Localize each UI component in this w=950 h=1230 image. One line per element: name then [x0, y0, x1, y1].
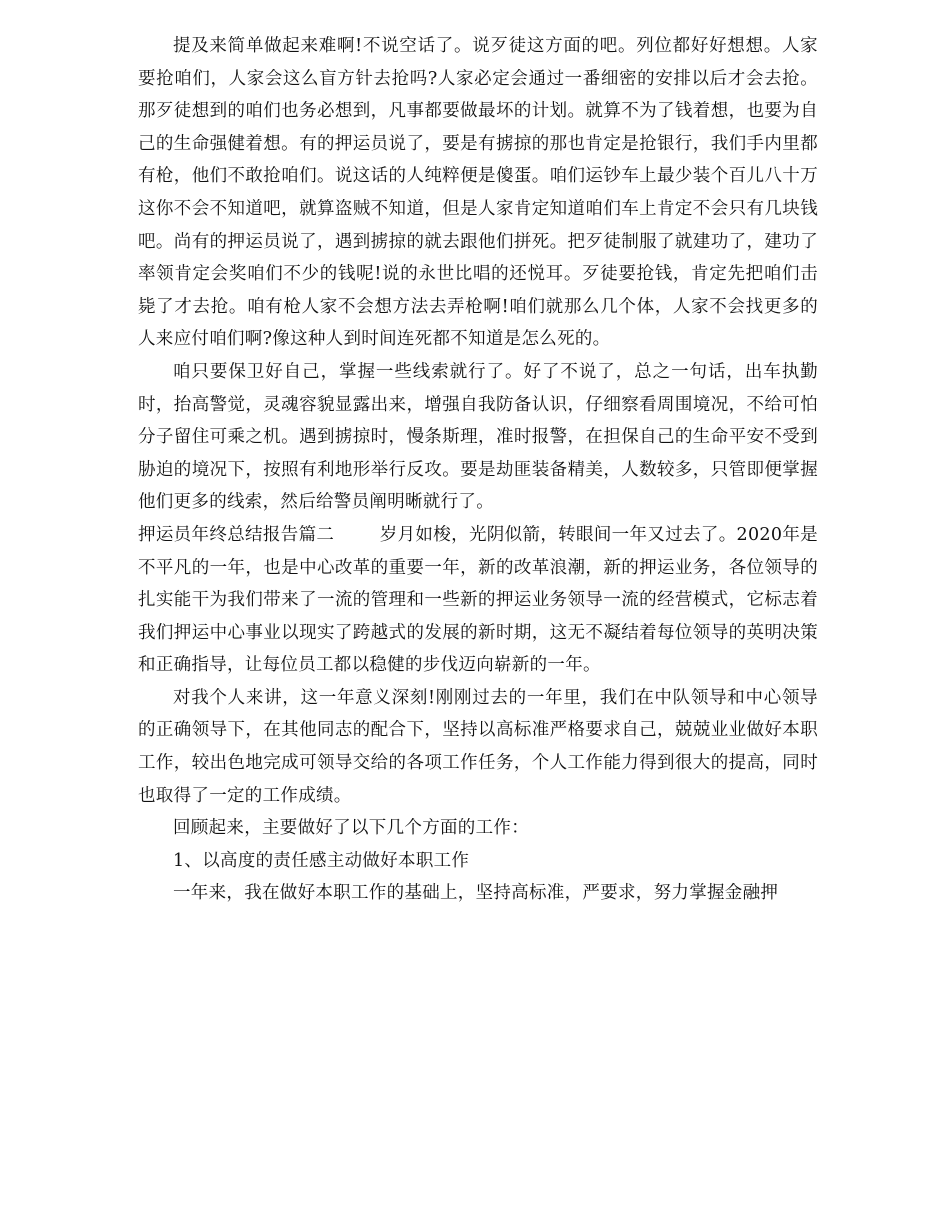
paragraph-1: 提及来简单做起来难啊!不说空话了。说歹徒这方面的吧。列位都好好想想。人家要抢咱们，人家会这么盲方针去抢吗?人家必定会通过一番细密的安排以后才会去抢。那歹徒想到的咱们也务必想到，凡事都要做最坏的计划。就算不为了钱着想，也要为自己的生命强健着想。有的押运员说了，要是有掳掠的那也肯定是抢银行，我们手内里都有枪，他们不敢抢咱们。说这话的人纯粹便是傻蛋。咱们运钞车上最少装个百儿八十万这你不会不知道吧，就算盗贼不知道，但是人家肯定知道咱们车上肯定不会只有几块钱吧。尚有的押运员说了，遇到掳掠的就去跟他们拼死。把歹徒制服了就建功了，建功了率领肯定会奖咱们不少的钱呢!说的永世比唱的还悦耳。歹徒要抢钱，肯定先把咱们击毙了才去抢。咱有枪人家不会想方法去弄枪啊!咱们就那么几个体，人家不会找更多的人来应付咱们啊?像这种人到时间连死都不知道是怎么死的。	[138, 36, 818, 350]
list-heading-1: 1、以高度的责任感主动做好本职工作	[173, 850, 470, 871]
paragraph-4: 对我个人来讲，这一年意义深刻!刚刚过去的一年里，我们在中队领导和中心领导的正确领导下，在其他同志的配合下，坚持以高标准严格要求自己，兢兢业业做好本职工作，较出色地完成可领导交给的各项工作任务，个人工作能力得到很大的提高，同时也取得了一定的工作成绩。	[138, 687, 818, 806]
section-heading: 押运员年终总结报告篇二	[138, 524, 335, 545]
document-page	[138, 30, 818, 910]
paragraph-3	[138, 519, 818, 682]
paragraph-2: 咱只要保卫好自己，掌握一些线索就行了。好了不说了，总之一句话，出车执勤时，抬高警觉，灵魂容貌显露出来，增强自我防备认识，仔细察看周围境况，不给可怕分子留住可乘之机。遇到掳掠时，慢条斯理，准时报警，在担保自己的生命平安不受到胁迫的境况下，按照有利地形举行反攻。要是劫匪装备精美，人数较多，只管即便掌握他们更多的线索，然后给警员阐明晰就行了。	[138, 361, 818, 513]
paragraph-7: 一年来，我在做好本职工作的基础上，坚持高标准，严要求，努力掌握金融押	[173, 883, 779, 904]
paragraph-5: 回顾起来，主要做好了以下几个方面的工作：	[173, 818, 529, 839]
paragraph-3-body: 岁月如梭，光阴似箭，转眼间一年又过去了。2020年是不平凡的一年，也是中心改革的重要一年，新的改革浪潮，新的押运业务，各位领导的扎实能干为我们带来了一流的管理和一些新的押运业务领导一流的经营模式，它标志着我们押运中心事业以现实了跨越式的发展的新时期，这无不凝结着每位领导的英明决策和正确指导，让每位员工都以稳健的步伐迈向崭新的一年。	[138, 524, 818, 676]
